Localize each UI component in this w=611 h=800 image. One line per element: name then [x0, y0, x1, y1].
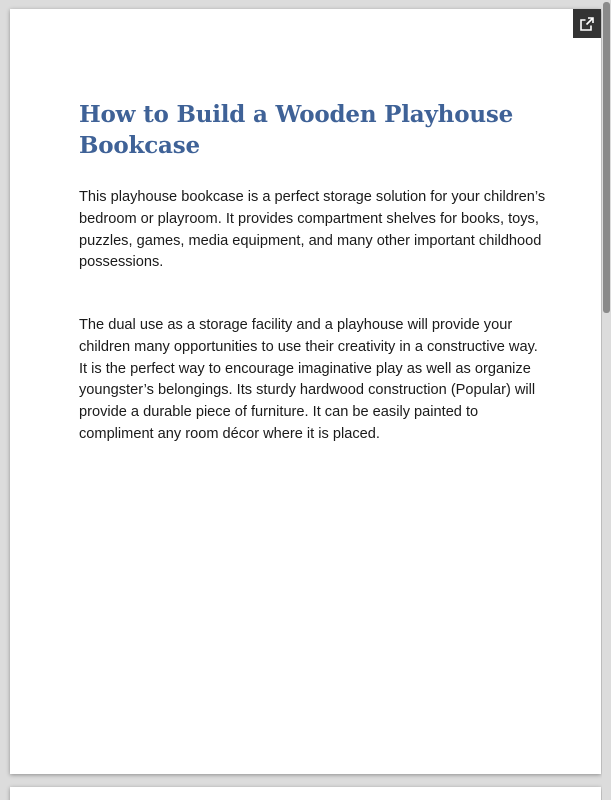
scrollbar-thumb[interactable] [603, 2, 610, 313]
vertical-scrollbar[interactable] [602, 0, 611, 800]
document-title: How to Build a Wooden Playhouse Bookcase [79, 101, 514, 159]
paragraph: This playhouse bookcase is a perfect storage solution for your children’s bedroom or playroom. It provides compartment shelves for books, toys, puzzles, games, media equipment, and many other important childhood possessions. [79, 189, 546, 271]
document-page [10, 9, 601, 774]
open-in-new-window-icon [579, 16, 595, 32]
popout-button[interactable] [573, 9, 601, 38]
next-document-page [10, 787, 601, 800]
paragraph: The dual use as a storage facility and a playhouse will provide your children many opportunities to use their creativity in a constructive way. It is the perfect way to encourage imaginative play as well as organize youngster’s belongings. Its sturdy hardwood construction (Popular) will provide a durable piece of furniture. It can be easily painted to compliment any room décor where it is placed. [79, 317, 538, 442]
